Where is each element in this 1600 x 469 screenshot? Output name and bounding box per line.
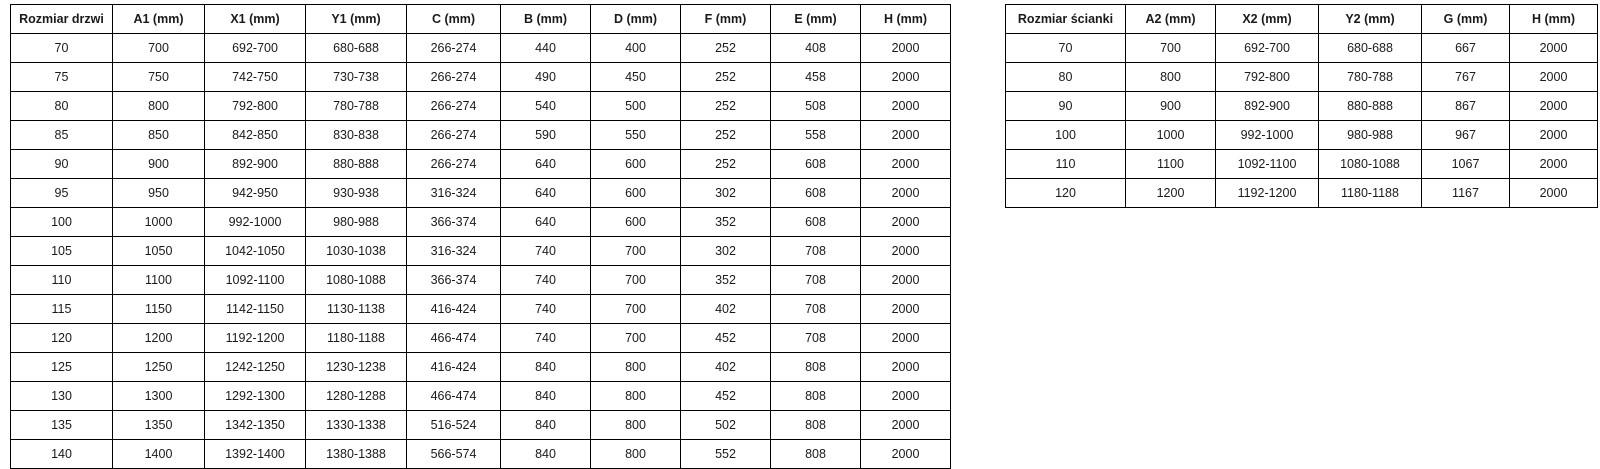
- door-cell: 740: [501, 237, 591, 266]
- door-column-header: F (mm): [681, 5, 771, 34]
- door-cell: 110: [11, 266, 113, 295]
- table-row: [1006, 121, 1598, 150]
- door-column-header: E (mm): [771, 5, 861, 34]
- door-cell: 750: [113, 63, 205, 92]
- door-cell: 115: [11, 295, 113, 324]
- door-cell: 516-524: [407, 411, 501, 440]
- door-cell: 1000: [113, 208, 205, 237]
- door-cell: 1050: [113, 237, 205, 266]
- door-cell: 880-888: [306, 150, 407, 179]
- table-row: [11, 121, 951, 150]
- door-cell: 840: [501, 353, 591, 382]
- wall-cell: 1000: [1126, 121, 1216, 150]
- table-row: [11, 150, 951, 179]
- door-table-head: [11, 5, 951, 34]
- door-cell: 1342-1350: [205, 411, 306, 440]
- wall-cell: 967: [1422, 121, 1510, 150]
- wall-column-header: X2 (mm): [1216, 5, 1319, 34]
- door-cell: 252: [681, 63, 771, 92]
- door-cell: 352: [681, 208, 771, 237]
- table-row: [1006, 63, 1598, 92]
- door-cell: 930-938: [306, 179, 407, 208]
- wall-cell: 1100: [1126, 150, 1216, 179]
- door-cell: 440: [501, 34, 591, 63]
- door-column-header: H (mm): [861, 5, 951, 34]
- door-cell: 1292-1300: [205, 382, 306, 411]
- door-cell: 950: [113, 179, 205, 208]
- door-cell: 2000: [861, 266, 951, 295]
- door-cell: 600: [591, 208, 681, 237]
- door-cell: 1142-1150: [205, 295, 306, 324]
- door-size-table-container: [10, 4, 951, 469]
- door-cell: 140: [11, 440, 113, 469]
- wall-cell: 1167: [1422, 179, 1510, 208]
- door-cell: 800: [591, 440, 681, 469]
- wall-cell: 2000: [1510, 34, 1598, 63]
- door-cell: 302: [681, 237, 771, 266]
- door-cell: 95: [11, 179, 113, 208]
- table-row: [11, 179, 951, 208]
- door-cell: 700: [591, 237, 681, 266]
- wall-cell: 2000: [1510, 63, 1598, 92]
- door-cell: 2000: [861, 295, 951, 324]
- door-cell: 1180-1188: [306, 324, 407, 353]
- door-cell: 1280-1288: [306, 382, 407, 411]
- table-row: [11, 440, 951, 469]
- door-cell: 316-324: [407, 179, 501, 208]
- wall-cell: 2000: [1510, 121, 1598, 150]
- door-cell: 800: [591, 411, 681, 440]
- wall-column-header: Rozmiar ścianki: [1006, 5, 1126, 34]
- door-cell: 266-274: [407, 92, 501, 121]
- door-cell: 842-850: [205, 121, 306, 150]
- door-cell: 680-688: [306, 34, 407, 63]
- door-cell: 100: [11, 208, 113, 237]
- door-cell: 2000: [861, 34, 951, 63]
- door-cell: 402: [681, 295, 771, 324]
- door-cell: 366-374: [407, 208, 501, 237]
- door-cell: 740: [501, 324, 591, 353]
- door-cell: 252: [681, 34, 771, 63]
- wall-cell: 120: [1006, 179, 1126, 208]
- door-cell: 692-700: [205, 34, 306, 63]
- door-cell: 266-274: [407, 150, 501, 179]
- wall-cell: 700: [1126, 34, 1216, 63]
- wall-size-table: [1005, 4, 1598, 208]
- door-size-table: [10, 4, 951, 469]
- door-cell: 840: [501, 411, 591, 440]
- door-cell: 85: [11, 121, 113, 150]
- wall-cell: 892-900: [1216, 92, 1319, 121]
- door-cell: 252: [681, 121, 771, 150]
- door-cell: 1200: [113, 324, 205, 353]
- door-cell: 2000: [861, 353, 951, 382]
- table-row: [11, 92, 951, 121]
- door-cell: 708: [771, 266, 861, 295]
- door-cell: 402: [681, 353, 771, 382]
- wall-cell: 692-700: [1216, 34, 1319, 63]
- door-cell: 590: [501, 121, 591, 150]
- wall-cell: 1080-1088: [1319, 150, 1422, 179]
- door-cell: 1080-1088: [306, 266, 407, 295]
- door-cell: 316-324: [407, 237, 501, 266]
- table-row: [11, 63, 951, 92]
- door-cell: 70: [11, 34, 113, 63]
- table-row: [11, 34, 951, 63]
- door-cell: 1092-1100: [205, 266, 306, 295]
- door-cell: 600: [591, 150, 681, 179]
- door-cell: 458: [771, 63, 861, 92]
- door-cell: 2000: [861, 440, 951, 469]
- door-cell: 416-424: [407, 295, 501, 324]
- door-cell: 90: [11, 150, 113, 179]
- wall-cell: 780-788: [1319, 63, 1422, 92]
- wall-cell: 992-1000: [1216, 121, 1319, 150]
- table-row: [11, 382, 951, 411]
- door-cell: 2000: [861, 179, 951, 208]
- door-cell: 892-900: [205, 150, 306, 179]
- door-cell: 1392-1400: [205, 440, 306, 469]
- wall-cell: 1192-1200: [1216, 179, 1319, 208]
- wall-table-body: [1006, 34, 1598, 208]
- door-cell: 352: [681, 266, 771, 295]
- door-cell: 700: [113, 34, 205, 63]
- door-cell: 105: [11, 237, 113, 266]
- door-cell: 808: [771, 411, 861, 440]
- door-cell: 992-1000: [205, 208, 306, 237]
- wall-cell: 70: [1006, 34, 1126, 63]
- table-row: [1006, 92, 1598, 121]
- wall-cell: 1092-1100: [1216, 150, 1319, 179]
- door-cell: 120: [11, 324, 113, 353]
- door-cell: 800: [591, 382, 681, 411]
- wall-cell: 900: [1126, 92, 1216, 121]
- door-cell: 550: [591, 121, 681, 150]
- door-cell: 2000: [861, 382, 951, 411]
- door-cell: 800: [113, 92, 205, 121]
- door-cell: 1380-1388: [306, 440, 407, 469]
- door-cell: 130: [11, 382, 113, 411]
- door-cell: 2000: [861, 63, 951, 92]
- door-cell: 400: [591, 34, 681, 63]
- door-cell: 508: [771, 92, 861, 121]
- door-cell: 2000: [861, 237, 951, 266]
- door-cell: 1042-1050: [205, 237, 306, 266]
- door-cell: 266-274: [407, 121, 501, 150]
- wall-cell: 80: [1006, 63, 1126, 92]
- door-column-header: X1 (mm): [205, 5, 306, 34]
- door-cell: 252: [681, 92, 771, 121]
- door-cell: 608: [771, 150, 861, 179]
- door-cell: 600: [591, 179, 681, 208]
- wall-cell: 100: [1006, 121, 1126, 150]
- door-column-header: A1 (mm): [113, 5, 205, 34]
- table-row: [11, 324, 951, 353]
- door-cell: 416-424: [407, 353, 501, 382]
- wall-cell: 2000: [1510, 150, 1598, 179]
- door-cell: 708: [771, 324, 861, 353]
- door-cell: 730-738: [306, 63, 407, 92]
- table-header-row: [1006, 5, 1598, 34]
- wall-cell: 1067: [1422, 150, 1510, 179]
- door-cell: 266-274: [407, 34, 501, 63]
- door-cell: 830-838: [306, 121, 407, 150]
- wall-cell: 90: [1006, 92, 1126, 121]
- door-cell: 408: [771, 34, 861, 63]
- door-cell: 80: [11, 92, 113, 121]
- door-cell: 502: [681, 411, 771, 440]
- door-cell: 608: [771, 208, 861, 237]
- door-cell: 1242-1250: [205, 353, 306, 382]
- table-row: [1006, 150, 1598, 179]
- door-cell: 740: [501, 295, 591, 324]
- door-cell: 840: [501, 440, 591, 469]
- door-cell: 1100: [113, 266, 205, 295]
- door-cell: 366-374: [407, 266, 501, 295]
- wall-column-header: A2 (mm): [1126, 5, 1216, 34]
- door-cell: 708: [771, 237, 861, 266]
- door-column-header: D (mm): [591, 5, 681, 34]
- door-cell: 1150: [113, 295, 205, 324]
- wall-column-header: G (mm): [1422, 5, 1510, 34]
- door-cell: 780-788: [306, 92, 407, 121]
- door-cell: 840: [501, 382, 591, 411]
- door-cell: 466-474: [407, 324, 501, 353]
- door-cell: 1330-1338: [306, 411, 407, 440]
- door-cell: 2000: [861, 92, 951, 121]
- door-cell: 1030-1038: [306, 237, 407, 266]
- table-row: [11, 411, 951, 440]
- door-cell: 466-474: [407, 382, 501, 411]
- door-cell: 742-750: [205, 63, 306, 92]
- door-cell: 608: [771, 179, 861, 208]
- door-cell: 558: [771, 121, 861, 150]
- door-cell: 808: [771, 440, 861, 469]
- wall-cell: 680-688: [1319, 34, 1422, 63]
- door-cell: 75: [11, 63, 113, 92]
- wall-cell: 2000: [1510, 92, 1598, 121]
- door-cell: 135: [11, 411, 113, 440]
- wall-cell: 792-800: [1216, 63, 1319, 92]
- wall-cell: 767: [1422, 63, 1510, 92]
- door-cell: 125: [11, 353, 113, 382]
- door-cell: 808: [771, 353, 861, 382]
- table-row: [11, 208, 951, 237]
- door-cell: 640: [501, 208, 591, 237]
- table-row: [11, 237, 951, 266]
- wall-column-header: Y2 (mm): [1319, 5, 1422, 34]
- door-cell: 850: [113, 121, 205, 150]
- door-cell: 708: [771, 295, 861, 324]
- door-cell: 500: [591, 92, 681, 121]
- door-cell: 452: [681, 324, 771, 353]
- door-cell: 1300: [113, 382, 205, 411]
- table-row: [11, 353, 951, 382]
- door-cell: 980-988: [306, 208, 407, 237]
- wall-cell: 2000: [1510, 179, 1598, 208]
- door-cell: 566-574: [407, 440, 501, 469]
- wall-cell: 867: [1422, 92, 1510, 121]
- wall-cell: 1180-1188: [1319, 179, 1422, 208]
- door-cell: 1250: [113, 353, 205, 382]
- door-cell: 2000: [861, 121, 951, 150]
- wall-cell: 1200: [1126, 179, 1216, 208]
- door-cell: 490: [501, 63, 591, 92]
- door-cell: 2000: [861, 208, 951, 237]
- wall-cell: 980-988: [1319, 121, 1422, 150]
- door-cell: 2000: [861, 150, 951, 179]
- door-cell: 740: [501, 266, 591, 295]
- door-cell: 266-274: [407, 63, 501, 92]
- door-cell: 1400: [113, 440, 205, 469]
- wall-cell: 667: [1422, 34, 1510, 63]
- door-cell: 302: [681, 179, 771, 208]
- door-column-header: Rozmiar drzwi: [11, 5, 113, 34]
- wall-column-header: H (mm): [1510, 5, 1598, 34]
- table-header-row: [11, 5, 951, 34]
- door-cell: 700: [591, 295, 681, 324]
- wall-cell: 110: [1006, 150, 1126, 179]
- table-row: [11, 295, 951, 324]
- wall-size-table-container: [1005, 4, 1598, 208]
- table-row: [1006, 34, 1598, 63]
- door-column-header: Y1 (mm): [306, 5, 407, 34]
- door-cell: 452: [681, 382, 771, 411]
- door-cell: 1230-1238: [306, 353, 407, 382]
- door-cell: 2000: [861, 411, 951, 440]
- door-cell: 640: [501, 179, 591, 208]
- door-cell: 800: [591, 353, 681, 382]
- wall-cell: 880-888: [1319, 92, 1422, 121]
- door-cell: 808: [771, 382, 861, 411]
- door-cell: 640: [501, 150, 591, 179]
- door-cell: 900: [113, 150, 205, 179]
- door-cell: 1130-1138: [306, 295, 407, 324]
- door-cell: 700: [591, 266, 681, 295]
- table-row: [1006, 179, 1598, 208]
- door-table-body: [11, 34, 951, 469]
- door-column-header: B (mm): [501, 5, 591, 34]
- door-cell: 552: [681, 440, 771, 469]
- door-cell: 540: [501, 92, 591, 121]
- table-row: [11, 266, 951, 295]
- door-column-header: C (mm): [407, 5, 501, 34]
- door-cell: 700: [591, 324, 681, 353]
- door-cell: 1350: [113, 411, 205, 440]
- door-cell: 792-800: [205, 92, 306, 121]
- door-cell: 252: [681, 150, 771, 179]
- wall-table-head: [1006, 5, 1598, 34]
- door-cell: 942-950: [205, 179, 306, 208]
- wall-cell: 800: [1126, 63, 1216, 92]
- door-cell: 2000: [861, 324, 951, 353]
- door-cell: 1192-1200: [205, 324, 306, 353]
- door-cell: 450: [591, 63, 681, 92]
